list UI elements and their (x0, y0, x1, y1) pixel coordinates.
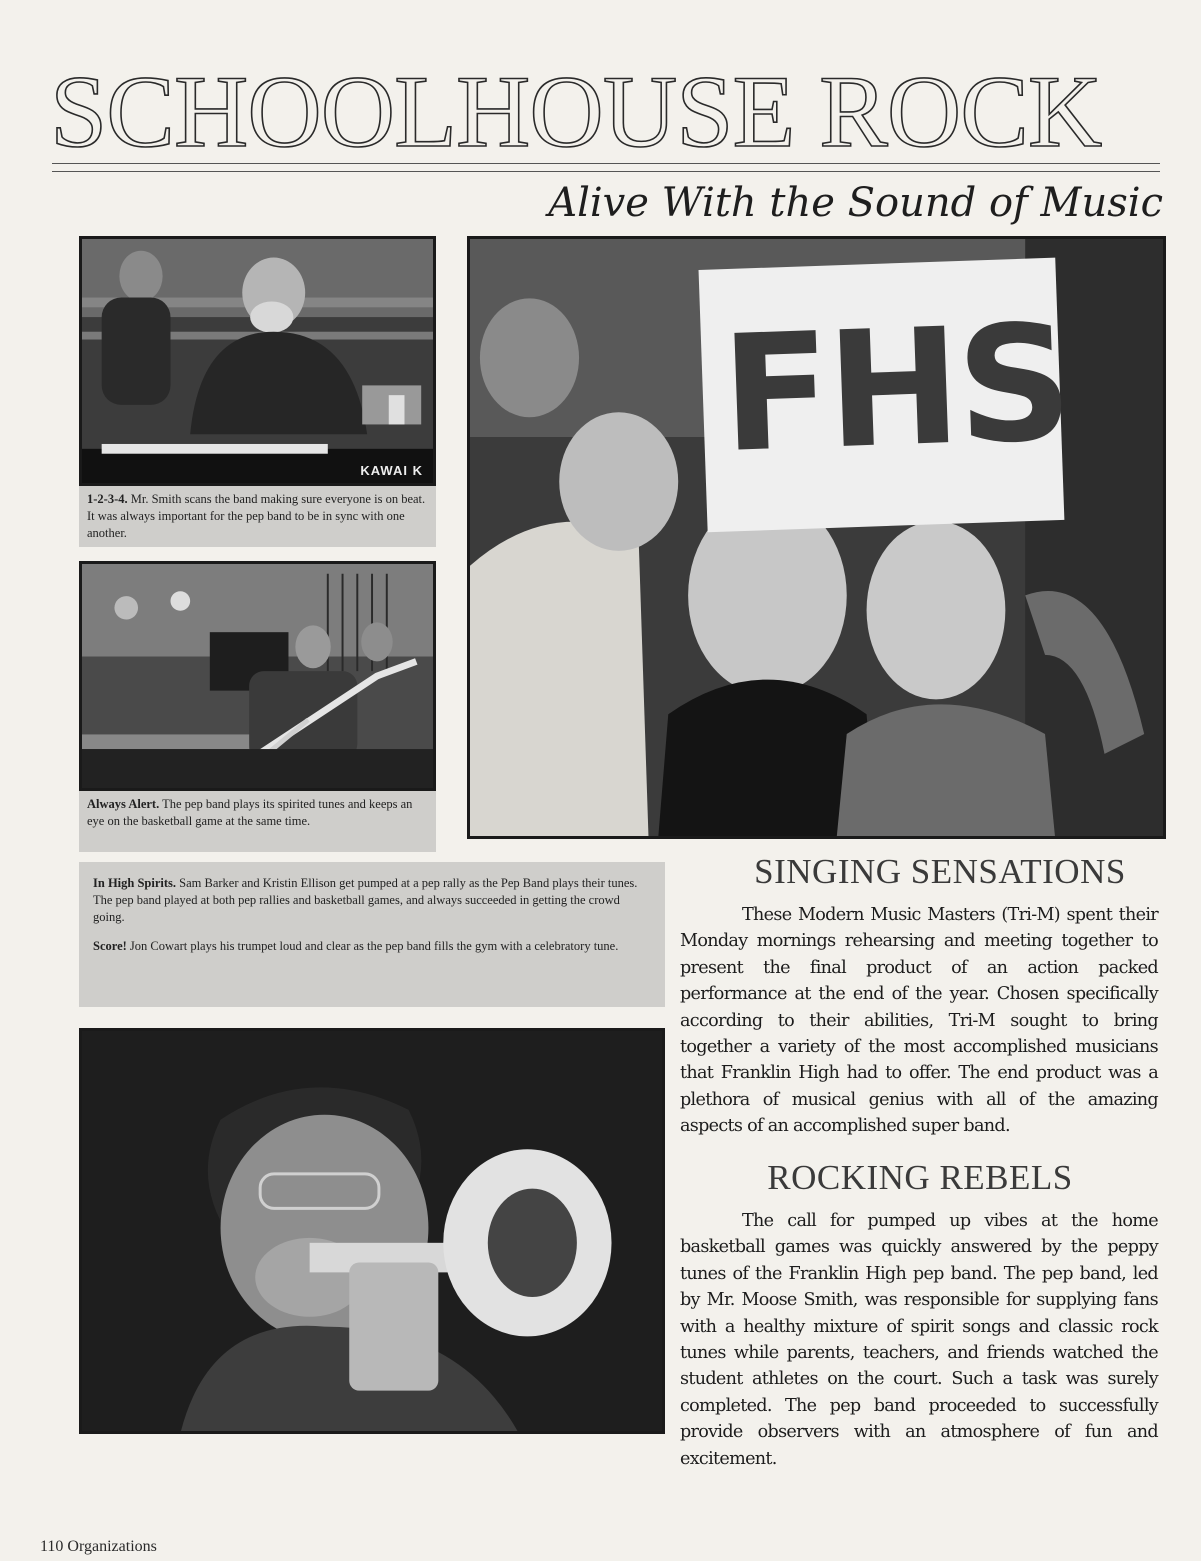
section-title-singing: SINGING SENSATIONS (754, 852, 1126, 891)
title-rule-top (52, 163, 1160, 164)
page-subtitle: Alive With the Sound of Music (548, 180, 1163, 226)
photo-trumpet-player (79, 1028, 665, 1434)
fhs-sign-text: FHS (718, 289, 1072, 488)
title-rule-bottom (52, 171, 1160, 172)
section-body-text: These Modern Music Masters (Tri-M) spent their Monday mornings rehearsing and meeting together to present the final product of an action packed performance at the end of the year. Chosen specifically according to their abilities, Tri-M sought to bring together a variety of the most accomplished musicians that Franklin High had to offer. The end product was a plethora of musical genius with all of the amazing aspects of an accomplished super band. (680, 905, 1158, 1137)
caption-high-spirits (79, 862, 665, 1007)
caption-score (93, 938, 651, 955)
photo-fhs-sign (467, 236, 1166, 839)
section-body-rocking (680, 1208, 1158, 1472)
caption-lead: 1-2-3-4. (87, 492, 128, 506)
photo-pep-band (79, 561, 436, 791)
section-body-text: The call for pumped up vibes at the home basketball games was quickly answered by the peppy tunes of the Franklin High pep band. The pep band, led by Mr. Moose Smith, was responsible for supplying fans with a healthy mixture of spirit songs and classic rock tunes while parents, teachers, and friends watched the student athletes on the court. Such a task was surely completed. The pep band proceeded to successfully provide observers with an atmosphere of fun and excitement. (680, 1211, 1158, 1469)
photo-keyboard-player (79, 236, 436, 486)
page-footer-label: 110 Organizations (40, 1538, 157, 1555)
keyboard-brand-label: KAWAI K (360, 463, 423, 478)
section-title-rocking: ROCKING REBELS (767, 1158, 1073, 1197)
caption-text: The pep band plays its spirited tunes and keeps an eye on the basketball game at the same time. (87, 797, 413, 828)
page-title: SCHOOLHOUSE ROCK (50, 55, 1102, 169)
caption-text: Sam Barker and Kristin Ellison get pumped at a pep rally as the Pep Band plays their tunes. The pep band played at both pep rallies and basketball games, and always succeeded in getting the crowd going. (93, 876, 638, 924)
caption-band (79, 791, 436, 852)
section-body-singing (680, 902, 1158, 1140)
caption-text: Jon Cowart plays his trumpet loud and clear as the pep band fills the gym with a celebratory tune. (129, 939, 619, 953)
caption-lead: Always Alert. (87, 797, 160, 811)
caption-lead: In High Spirits. (93, 876, 177, 890)
caption-spirits (93, 875, 651, 926)
caption-keyboard (79, 486, 436, 547)
caption-lead: Score! (93, 939, 127, 953)
caption-text: Mr. Smith scans the band making sure everyone is on beat. It was always important for the pep band to be in sync with one another. (87, 492, 426, 540)
